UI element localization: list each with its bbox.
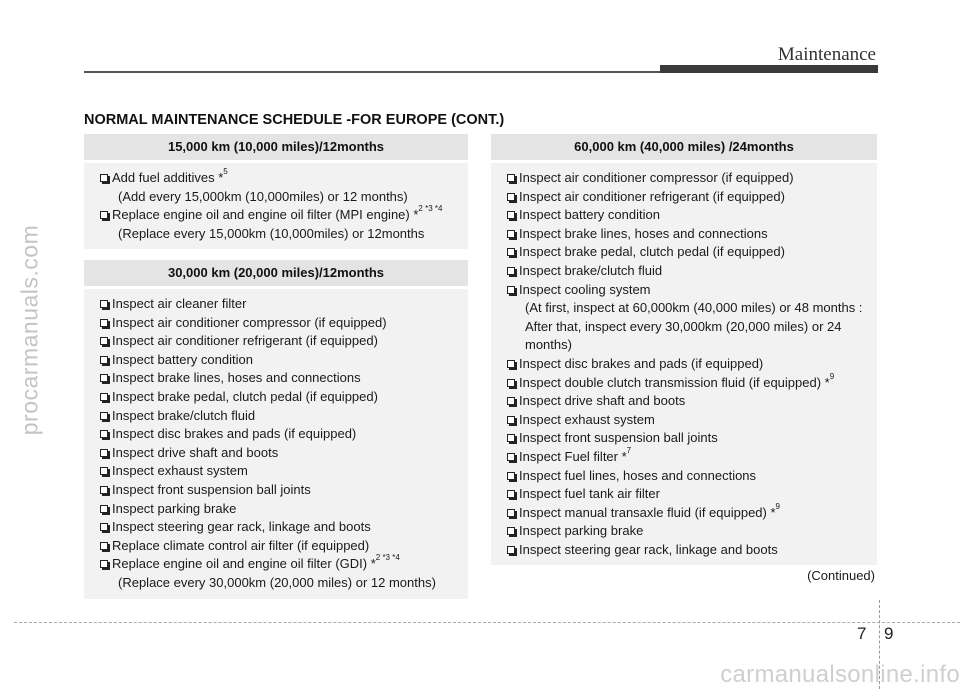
checklist-item bbox=[100, 537, 468, 556]
panel-heading: 15,000 km (10,000 miles)/12months bbox=[84, 134, 468, 160]
checklist-text: Inspect fuel tank air filter bbox=[519, 486, 660, 502]
checklist-item bbox=[100, 369, 468, 388]
continued-note: (Continued) bbox=[807, 568, 875, 584]
panel-15000km bbox=[84, 134, 468, 249]
checkbox-icon bbox=[100, 300, 108, 308]
checklist-text: Inspect manual transaxle fluid (if equipped) * bbox=[519, 504, 776, 520]
checklist-text: Inspect battery condition bbox=[112, 351, 253, 367]
checklist-text: After that, inspect every 30,000km (20,000 miles) or 24 bbox=[525, 318, 842, 334]
checkbox-icon bbox=[100, 412, 108, 420]
checkbox-icon bbox=[507, 509, 515, 517]
checklist-item bbox=[100, 388, 468, 407]
checklist-text: Inspect drive shaft and boots bbox=[519, 393, 686, 409]
checkbox-icon bbox=[507, 546, 515, 554]
checklist-item bbox=[100, 332, 468, 351]
footnote-ref: 7 bbox=[626, 445, 632, 455]
checkbox-icon bbox=[100, 449, 108, 457]
checkbox-icon bbox=[100, 542, 108, 550]
checklist-item bbox=[507, 392, 877, 411]
checklist-item bbox=[507, 371, 877, 393]
checkbox-icon bbox=[100, 356, 108, 364]
checklist-item bbox=[100, 555, 468, 574]
checkbox-icon bbox=[507, 248, 515, 256]
checklist-text: Inspect parking brake bbox=[112, 500, 237, 516]
checkbox-icon bbox=[100, 486, 108, 494]
checklist-item bbox=[507, 429, 877, 448]
checklist-item bbox=[507, 541, 877, 560]
checklist-note bbox=[100, 188, 468, 207]
checkbox-icon bbox=[507, 174, 515, 182]
checklist-text: (Add every 15,000km (10,000miles) or 12 months) bbox=[118, 188, 408, 204]
header-rule bbox=[84, 71, 660, 73]
footnote-ref: 9 bbox=[775, 501, 780, 511]
checklist-text: Inspect disc brakes and pads (if equipped) bbox=[519, 355, 764, 371]
checklist-text: Inspect cooling system bbox=[519, 281, 651, 297]
checklist-text: Inspect front suspension ball joints bbox=[112, 481, 311, 497]
checkbox-icon bbox=[507, 211, 515, 219]
panel-60000km bbox=[491, 134, 877, 587]
checklist-text: Inspect brake pedal, clutch pedal (if equipped) bbox=[112, 388, 378, 404]
panel-heading: 60,000 km (40,000 miles) /24months bbox=[491, 134, 877, 160]
checkbox-icon bbox=[507, 193, 515, 201]
checklist-text: (Replace every 30,000km (20,000 miles) or 12 months) bbox=[118, 574, 436, 590]
checklist-text: Inspect air conditioner compressor (if equipped) bbox=[112, 314, 387, 330]
section-title: NORMAL MAINTENANCE SCHEDULE -FOR EUROPE (CONT.) bbox=[84, 112, 505, 128]
checklist-item bbox=[100, 500, 468, 519]
checkbox-icon bbox=[507, 490, 515, 498]
checklist-text: Inspect exhaust system bbox=[112, 463, 248, 479]
checklist-note bbox=[507, 318, 877, 337]
side-watermark bbox=[10, 110, 50, 550]
checklist-item bbox=[100, 518, 468, 537]
checklist-item bbox=[100, 481, 468, 500]
page-number: 9 bbox=[884, 624, 894, 643]
checklist-note bbox=[100, 225, 468, 244]
checkbox-icon bbox=[507, 360, 515, 368]
checklist-text: Inspect brake pedal, clutch pedal (if equipped) bbox=[519, 244, 785, 260]
checklist-text: Inspect brake lines, hoses and connections bbox=[519, 225, 768, 241]
header-rule-accent bbox=[660, 65, 878, 73]
checkbox-icon bbox=[100, 211, 108, 219]
checklist-text: Replace climate control air filter (if equipped) bbox=[112, 537, 370, 553]
footnote-ref: 2 *3 *4 bbox=[418, 204, 443, 214]
footnote-ref: 9 bbox=[829, 371, 835, 381]
checkbox-icon bbox=[507, 416, 515, 424]
checkbox-icon bbox=[100, 560, 108, 568]
checklist-text: Inspect steering gear rack, linkage and boots bbox=[112, 519, 371, 535]
checkbox-icon bbox=[507, 286, 515, 294]
checklist-text: Inspect brake/clutch fluid bbox=[519, 262, 663, 278]
checklist-text: Inspect front suspension ball joints bbox=[519, 430, 718, 446]
checklist-item bbox=[507, 445, 877, 467]
checklist-item bbox=[507, 501, 877, 523]
checklist-text: Inspect disc brakes and pads (if equipped) bbox=[112, 426, 357, 442]
footnote-ref: 2 *3 *4 bbox=[375, 553, 400, 563]
checklist-text: Inspect air cleaner filter bbox=[112, 296, 247, 311]
checklist-text: Inspect Fuel filter * bbox=[519, 448, 627, 464]
checklist-note bbox=[507, 336, 877, 355]
checklist-item bbox=[100, 314, 468, 333]
checklist-item bbox=[507, 188, 877, 207]
panel-body bbox=[84, 289, 468, 599]
checklist-item bbox=[507, 467, 877, 486]
checklist-item bbox=[100, 295, 468, 314]
checklist-item bbox=[507, 169, 877, 188]
checklist-text: Add fuel additives * bbox=[112, 170, 224, 185]
checklist-text: Replace engine oil and engine oil filter (MPI engine) * bbox=[112, 207, 419, 223]
checkbox-icon bbox=[100, 393, 108, 401]
checkbox-icon bbox=[507, 397, 515, 405]
checklist-item bbox=[100, 444, 468, 463]
checklist-item bbox=[100, 407, 468, 426]
checklist-note bbox=[100, 574, 468, 593]
checkbox-icon bbox=[507, 379, 515, 387]
checklist-item bbox=[100, 462, 468, 481]
checklist-text: Inspect air conditioner compressor (if equipped) bbox=[519, 170, 794, 185]
checklist-item bbox=[507, 206, 877, 225]
checkbox-icon bbox=[507, 453, 515, 461]
checkbox-icon bbox=[100, 337, 108, 345]
panel-30000km bbox=[84, 260, 468, 599]
checklist-note bbox=[507, 299, 877, 318]
checklist-item bbox=[507, 485, 877, 504]
checkbox-icon bbox=[507, 230, 515, 238]
footer-dashed-rule bbox=[14, 622, 960, 623]
checklist-item bbox=[507, 281, 877, 300]
checklist-item bbox=[100, 169, 468, 188]
checklist-item bbox=[507, 355, 877, 374]
footnote-ref: 5 bbox=[223, 167, 228, 176]
checklist-text: Inspect fuel lines, hoses and connections bbox=[519, 467, 757, 483]
checklist-item bbox=[507, 522, 877, 541]
checklist-text: Inspect battery condition bbox=[519, 207, 660, 223]
checkbox-icon bbox=[507, 434, 515, 442]
checklist-item bbox=[100, 351, 468, 370]
checkbox-icon bbox=[100, 523, 108, 531]
header-title: Maintenance bbox=[777, 44, 876, 65]
checkbox-icon bbox=[100, 467, 108, 475]
checklist-item bbox=[100, 206, 468, 225]
checklist-text: Inspect air conditioner refrigerant (if equipped) bbox=[519, 188, 785, 204]
checklist-text: Inspect air conditioner refrigerant (if equipped) bbox=[112, 333, 378, 349]
checkbox-icon bbox=[100, 374, 108, 382]
checklist-text: Inspect brake/clutch fluid bbox=[112, 407, 256, 423]
checkbox-icon bbox=[507, 472, 515, 480]
checklist-text: Inspect brake lines, hoses and connections bbox=[112, 370, 361, 386]
panel-body bbox=[84, 163, 468, 249]
checkbox-icon bbox=[507, 527, 515, 535]
checklist-text: Inspect exhaust system bbox=[519, 411, 655, 427]
checklist-text: (At first, inspect at 60,000km (40,000 miles) or 48 months : bbox=[525, 300, 863, 316]
bottom-watermark: carmanualsonline.info bbox=[720, 661, 960, 688]
checkbox-icon bbox=[507, 267, 515, 275]
checklist-text: months) bbox=[525, 337, 572, 353]
checklist-item bbox=[507, 411, 877, 430]
checklist-text: Inspect double clutch transmission fluid (if equipped) * bbox=[519, 374, 830, 390]
checklist-item bbox=[100, 425, 468, 444]
panel-body bbox=[491, 163, 877, 565]
checklist-text: (Replace every 15,000km (10,000miles) or 12months bbox=[118, 225, 425, 241]
checkbox-icon bbox=[100, 319, 108, 327]
checklist-item bbox=[507, 262, 877, 281]
checklist-item bbox=[507, 225, 877, 244]
checklist-text: Inspect steering gear rack, linkage and boots bbox=[519, 541, 778, 557]
side-watermark-text: procarmanuals.com bbox=[16, 224, 43, 436]
checklist-text: Inspect drive shaft and boots bbox=[112, 444, 279, 460]
checklist-item bbox=[507, 243, 877, 262]
checklist-text: Replace engine oil and engine oil filter (GDI) * bbox=[112, 556, 376, 572]
checkbox-icon bbox=[100, 430, 108, 438]
panel-heading: 30,000 km (20,000 miles)/12months bbox=[84, 260, 468, 286]
checkbox-icon bbox=[100, 174, 108, 182]
checklist-text: Inspect parking brake bbox=[519, 523, 644, 539]
checkbox-icon bbox=[100, 505, 108, 513]
chapter-number: 7 bbox=[857, 624, 867, 643]
